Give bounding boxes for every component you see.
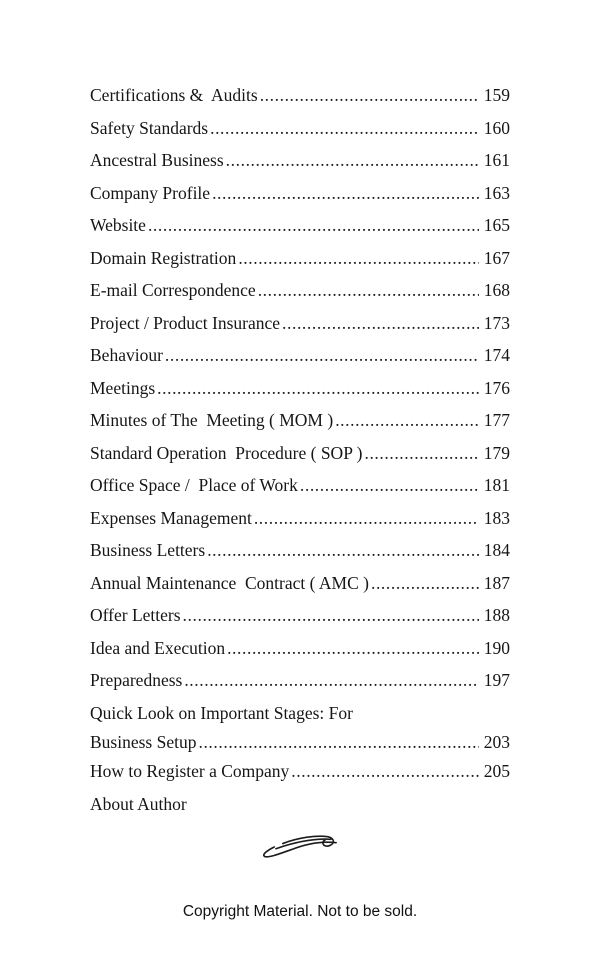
toc-entry [90, 339, 510, 372]
toc-entry [90, 209, 510, 242]
toc-entry-page: 161 [483, 150, 510, 170]
toc-entry-page: 177 [483, 410, 510, 430]
toc-entry-page: 163 [483, 182, 510, 203]
toc-dot-leader [212, 177, 479, 210]
toc-dot-leader [157, 372, 479, 405]
toc-entry [90, 599, 510, 632]
toc-entry-page: 174 [483, 345, 510, 365]
toc-dot-leader [254, 502, 479, 535]
toc-entry-title: Standard Operation Procedure ( SOP ) [90, 442, 363, 463]
flourish-divider-icon [257, 830, 343, 864]
toc-entry [90, 242, 510, 275]
toc-entry [90, 788, 510, 821]
toc-entry-page: 181 [483, 475, 510, 495]
toc-entry-page: 184 [483, 540, 510, 560]
toc-entry-title: Office Space / Place of Work [90, 475, 298, 495]
toc-entry [90, 469, 510, 502]
toc-entry [90, 112, 510, 145]
toc-entry-title: About Author [90, 793, 187, 814]
toc-entry [90, 79, 510, 112]
toc-dot-leader [226, 144, 479, 177]
toc-dot-leader [291, 755, 478, 788]
toc-entry [90, 502, 510, 535]
toc-entry [90, 307, 510, 340]
toc-entry-title: How to Register a Company [90, 761, 290, 781]
toc-entry-title: Meetings [90, 377, 156, 398]
toc-entry-title: Preparedness [90, 670, 183, 690]
toc-entry-title: Website [90, 215, 146, 235]
toc-dot-leader [165, 339, 479, 372]
toc-entry [90, 697, 510, 730]
toc-entry-title: Quick Look on Important Stages: For [90, 702, 353, 723]
toc-entry-page: 173 [483, 312, 510, 333]
toc-entry [90, 664, 510, 697]
toc-entry [90, 274, 510, 307]
toc-entry-title: Company Profile [90, 182, 211, 203]
toc-entry-title: Idea and Execution [90, 637, 226, 658]
toc-entry-title: Safety Standards [90, 117, 209, 138]
toc-entry-title: Domain Registration [90, 247, 237, 268]
toc-entry-page: 167 [483, 247, 510, 268]
toc-entry [90, 372, 510, 405]
toc-entry [90, 534, 510, 567]
toc-dot-leader [335, 404, 479, 437]
toc-dot-leader [227, 632, 479, 665]
toc-entry-page: 176 [483, 377, 510, 398]
toc-entry [90, 177, 510, 210]
toc-entry [90, 729, 510, 755]
toc-entry-page: 203 [483, 732, 510, 752]
toc-entry-title: Project / Product Insurance [90, 312, 281, 333]
toc-entry-page: 205 [483, 761, 510, 781]
copyright-notice: Copyright Material. Not to be sold. [182, 903, 418, 920]
toc-dot-leader [184, 664, 478, 697]
toc-entry-title: Offer Letters [90, 605, 181, 625]
toc-entry-title: Annual Maintenance Contract ( AMC ) [90, 572, 369, 593]
toc-dot-leader [364, 437, 478, 470]
toc-entry-title: Business Letters [90, 540, 206, 560]
toc-entry-title: Ancestral Business [90, 150, 224, 170]
toc-entry-page: 197 [483, 670, 510, 690]
toc-dot-leader [210, 112, 479, 145]
toc-entry-title: Minutes of The Meeting ( MOM ) [90, 410, 334, 430]
toc-entry-page: 179 [483, 442, 510, 463]
toc-entry [90, 437, 510, 470]
toc-entry-title: Expenses Management [90, 507, 252, 528]
toc-entry-page: 165 [483, 215, 510, 235]
toc-entry-page: 159 [483, 85, 510, 105]
toc-list [90, 79, 510, 820]
toc-dot-leader [260, 79, 479, 112]
toc-entry [90, 632, 510, 665]
toc-entry [90, 755, 510, 788]
toc-entry-page: 168 [483, 280, 510, 300]
toc-entry-page: 187 [483, 572, 510, 593]
toc-entry [90, 567, 510, 600]
toc-dot-leader [282, 307, 479, 340]
toc-entry-title: Behaviour [90, 345, 163, 365]
toc-dot-leader [300, 469, 479, 502]
toc-dot-leader [258, 274, 479, 307]
toc-entry-title: Certifications & Audits [90, 85, 258, 105]
toc-entry [90, 144, 510, 177]
toc-dot-leader [183, 599, 479, 632]
toc-entry-page: 160 [483, 117, 510, 138]
toc-entry-page: 188 [483, 605, 510, 625]
toc-entry-page: 190 [483, 637, 510, 658]
toc-dot-leader [207, 534, 479, 567]
toc-dot-leader [148, 209, 479, 242]
toc-entry [90, 404, 510, 437]
toc-dot-leader [371, 567, 479, 600]
toc-dot-leader [198, 729, 478, 755]
toc-entry-page: 183 [483, 507, 510, 528]
toc-dot-leader [238, 242, 478, 275]
toc-entry-title: Business Setup [90, 732, 197, 752]
toc-entry-title: E-mail Correspondence [90, 280, 256, 300]
